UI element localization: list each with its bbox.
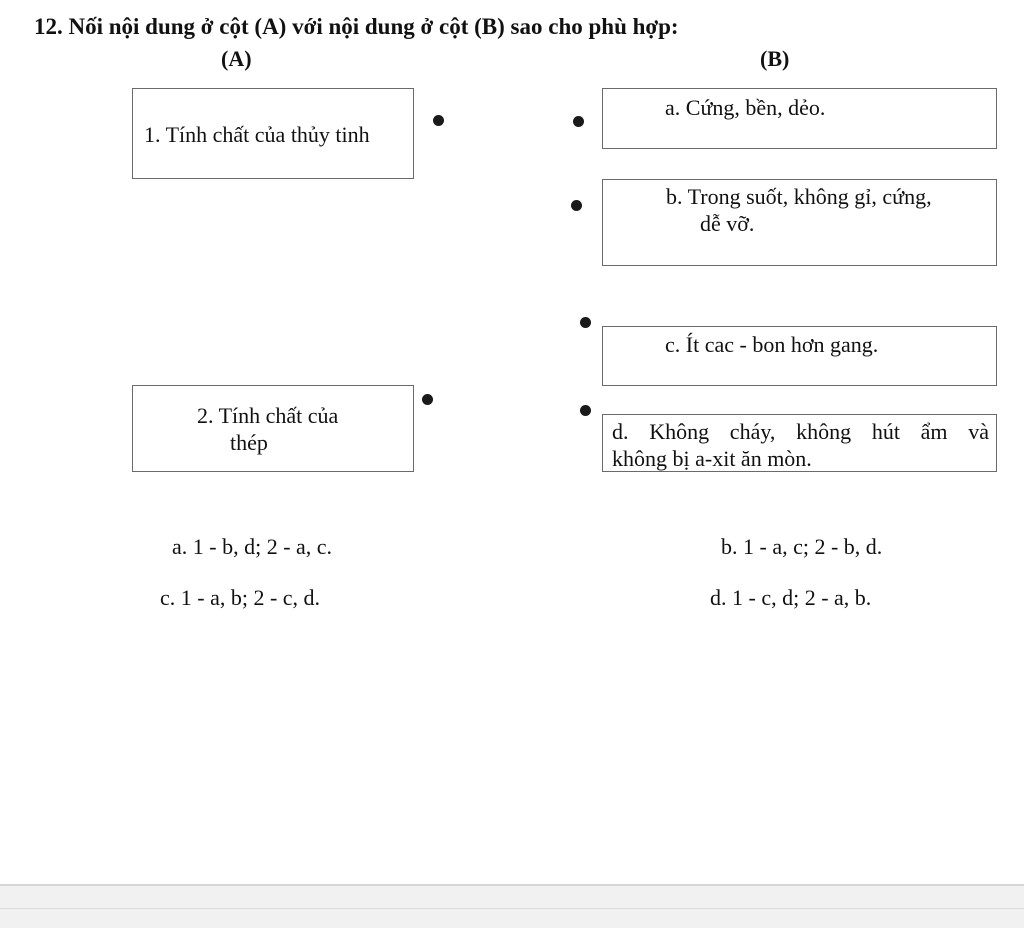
column-b-item-a xyxy=(602,88,997,149)
column-a-item-1-text: 1. Tính chất của thủy tinh xyxy=(144,122,370,147)
match-dot-b-a[interactable] xyxy=(573,116,584,127)
column-a-item-1 xyxy=(132,88,414,179)
bottom-bar xyxy=(0,884,1024,928)
column-b-item-d-text-line1: d. Không cháy, không hút ẩm và xyxy=(612,419,989,444)
column-b-item-b-text-line1: b. Trong suốt, không gỉ, cứng, xyxy=(666,184,932,209)
match-dot-b-d[interactable] xyxy=(580,405,591,416)
column-a-item-2-text-line1: 2. Tính chất của xyxy=(197,403,339,428)
column-b-header: (B) xyxy=(760,46,790,71)
match-dot-a2[interactable] xyxy=(422,394,433,405)
column-b-item-b-text-line2: dễ vỡ. xyxy=(700,211,755,236)
answer-option-d[interactable]: d. 1 - c, d; 2 - a, b. xyxy=(710,585,872,610)
column-b-item-a-text: a. Cứng, bền, dẻo. xyxy=(665,95,826,120)
column-b-item-d xyxy=(602,414,997,472)
question-title: 12. Nối nội dung ở cột (A) với nội dung ở cột (B) sao cho phù hợp: xyxy=(34,14,679,39)
column-a-header: (A) xyxy=(221,46,252,71)
column-a-item-2 xyxy=(132,385,414,472)
column-b-item-c xyxy=(602,326,997,386)
answer-option-a[interactable]: a. 1 - b, d; 2 - a, c. xyxy=(172,534,333,559)
match-dot-b-c[interactable] xyxy=(580,317,591,328)
match-dot-a1[interactable] xyxy=(433,115,444,126)
column-a-item-2-text-line2: thép xyxy=(230,430,268,455)
match-dot-b-b[interactable] xyxy=(571,200,582,211)
answer-option-b[interactable]: b. 1 - a, c; 2 - b, d. xyxy=(721,534,883,559)
column-b-item-c-text: c. Ít cac - bon hơn gang. xyxy=(665,332,879,357)
bottom-divider xyxy=(0,908,1024,909)
answer-option-c[interactable]: c. 1 - a, b; 2 - c, d. xyxy=(160,585,321,610)
column-b-item-b xyxy=(602,179,997,266)
column-b-item-d-text-line2: không bị a-xit ăn mòn. xyxy=(612,446,812,471)
